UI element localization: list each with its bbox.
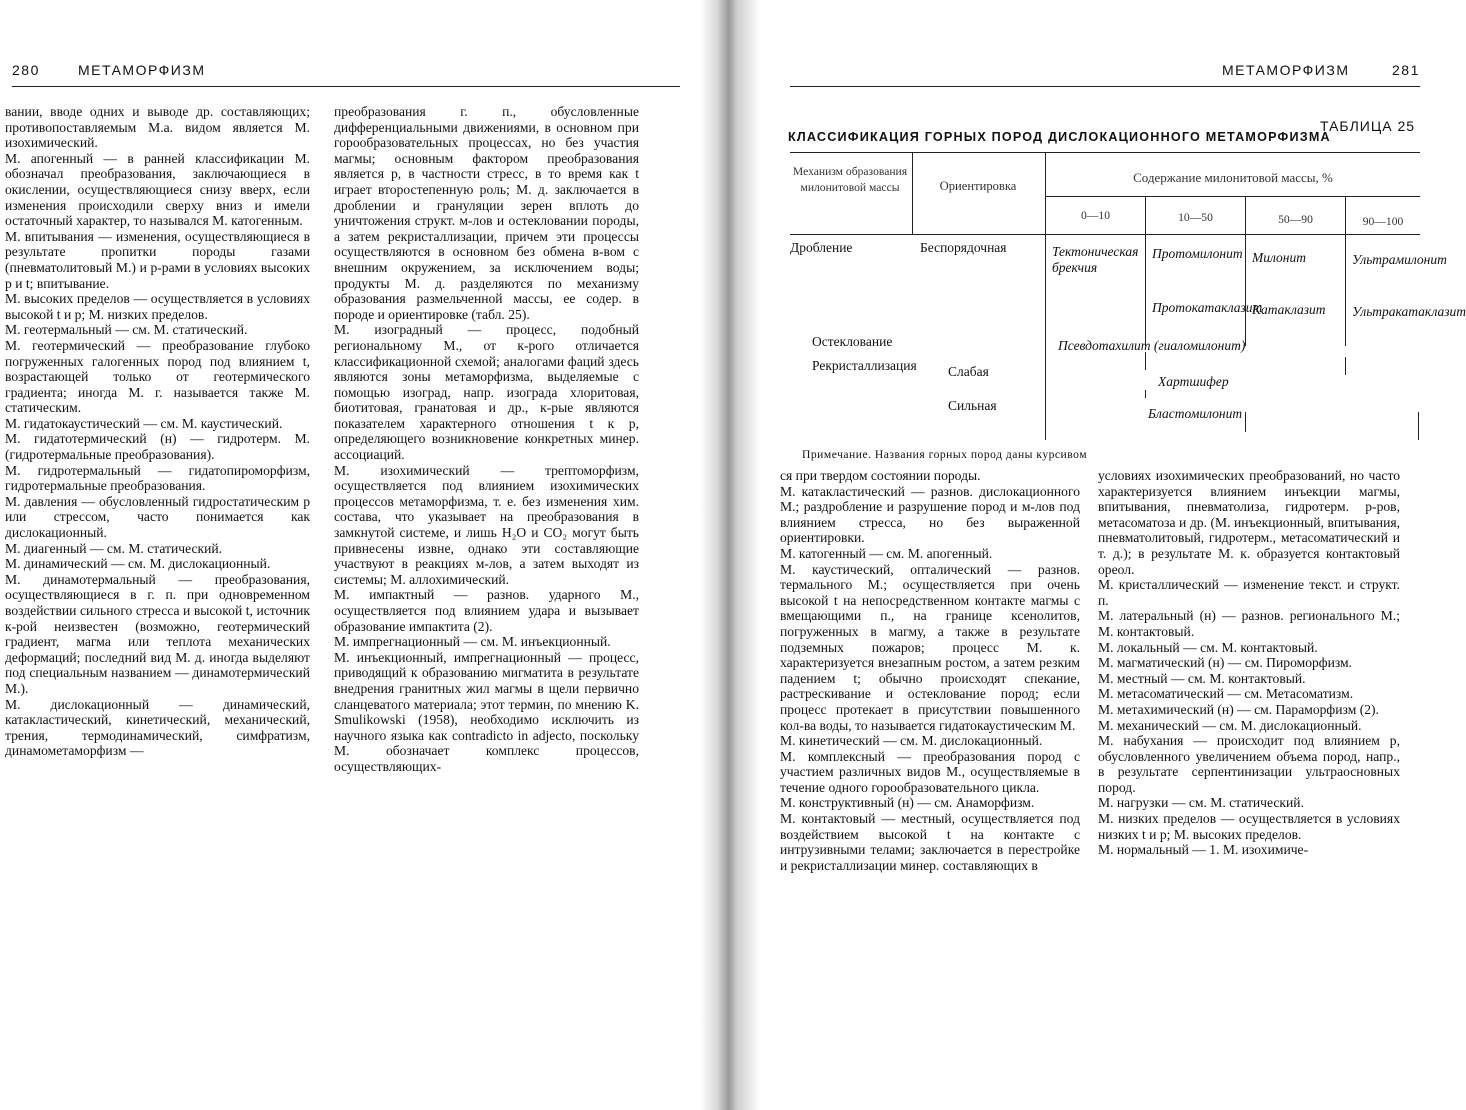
entry: М. комплексный — преобразования пород с участием различных видов М., осуществляемые в течение одного горообразовательного цикла.: [780, 748, 1080, 795]
entry: М. нормальный — 1. М. изохимиче-: [1098, 842, 1309, 858]
entry: преобразования г. п., обусловленные дифференциальными движениями, в основном при горообразовательных процессах, но без участия магмы; основным фактором преобразования является p, в частности стресс, в то время как t играет второстепенную роль; М. д. заключается в дроблении и грануляции зерен вплоть до уничтожения структ. м-лов и остекловании породы, а затем рекристаллизации, причем эти процессы осуществляются в основном без обмена в-вом с внешним окружением, за исключением воды; продукты М. д. разделяются по механизму образования размельченной массы, ее содер. в породе и ориентировке (табл. 25).: [334, 104, 639, 322]
entry: М. кристаллический — изменение текст. и структ. п.: [1098, 577, 1400, 608]
entry: М. кинетический — см. М. дислокационный.: [780, 733, 1043, 749]
entry: М. геотермический — преобразование глубоко погруженных галогенных пород под влиянием t, возрастающей только от геотермического градиента; иногда М. г. называется также М. статическим.: [5, 337, 310, 416]
entry: М. нагрузки — см. М. статический.: [1098, 795, 1304, 811]
entry: М. гидротермальный — гидатопироморфизм, гидротермальные преобразования.: [5, 462, 310, 494]
entry: М. латеральный (н) — разнов. регионального М.; М. контактовый.: [1098, 608, 1400, 639]
right-page: [760, 0, 1466, 1110]
mech-crushing: Дробление: [790, 240, 853, 255]
book-spine: [700, 0, 760, 1110]
orient-random: Беспорядочная: [920, 240, 1007, 255]
entry: М. местный — см. М. контактовый.: [1098, 670, 1306, 686]
entry: вании, вводе одних и выводе др. составляющих; противопоставляемым М.а. видом является М. изохимический.: [5, 104, 310, 151]
entry: М. гидатокаустический — см. М. каустический.: [5, 415, 283, 431]
rock-ultracataclasite: Ультракатаклазит: [1352, 304, 1466, 319]
entry: ся при твердом состоянии породы.: [780, 468, 981, 483]
rock-blastomylonite: Бластомилонит: [1148, 406, 1243, 421]
entry: условиях изохимических преобразований, но часто характеризуется влиянием инъекции магмы, впитывания, пневматолиза, гидротерм. р-ров, метасоматоза и др. (М. инъекционный, впитывания, пневматолитовый, гидротерм., метасоматический и т. д.); в результате М. к. образуется контактовый ореол.: [1098, 468, 1400, 577]
entry: М. каустический, опталический — разнов. термального М.; осуществляется при очень высокой t на непосредственном контакте магмы с вмещающими п., на границе ксенолитов, погруженных в магму, а также в результате подземных пожаров; процесс М. к. характеризуется внезапным ростом, а затем резким падением t; обычно происходят спекание, растрескивание и остеклование пород; если процесс протекает в присутствии повышенного кол-ва воды, то называется гидатокаустическим М.: [780, 561, 1080, 733]
entry: М. геотермальный — см. М. статический.: [5, 322, 248, 338]
range-50-90: 50—90: [1278, 213, 1313, 226]
rock-pseudotachylite: Псевдотахилит (гиаломилонит): [1058, 338, 1246, 353]
rock-tectonic-breccia: Тектоническая брекчия: [1052, 244, 1139, 275]
page-number: 281: [1392, 62, 1420, 78]
entry: М. магматический (н) — см. Пироморфизм.: [1098, 655, 1353, 671]
table-label: ТАБЛИЦА 25: [1320, 118, 1416, 134]
range-0-10: 0—10: [1081, 209, 1110, 222]
right-column-2: [1098, 468, 1400, 858]
table-title: КЛАССИФИКАЦИЯ ГОРНЫХ ПОРОД ДИСЛОКАЦИОННОГО МЕТАМОРФИЗМА: [788, 130, 1331, 144]
entry: М. инъекционный, импрегнационный — процесс, приводящий к образованию мигматита в результате внедрения гранитных жил магмы в щели первично сланцеватого материала; этот термин, по мнению K. Smulikowski (1958), необходимо исключить из научного языка как contradicto in adjecto, поскольку М. обозначает комплекс процессов, осуществляющих-: [334, 649, 639, 774]
range-10-50: 10—50: [1178, 211, 1213, 224]
entry: М. изоградный — процесс, подобный региональному М., от к-рого отличается классификационной схемой; аналогами фаций здесь являются зоны метаморфизма, выделяемые с помощью изоград, напр. изограда хлоритовая, биотитовая, гранатовая и др., к-рые являются показателем характерного отношения t к p, определяющего возникновение конкретных минер. ассоциаций.: [334, 322, 639, 463]
rock-ultramylonite: Ультрамилонит: [1352, 252, 1447, 267]
classification-table: [790, 152, 1466, 440]
header-rule: [12, 86, 680, 87]
left-page: [0, 0, 700, 1110]
orient-weak: Слабая: [948, 364, 989, 379]
entry: М. импрегнационный — см. М. инъекционный.: [334, 634, 611, 650]
rock-cataclasite: Катаклазит: [1252, 302, 1326, 317]
header-rule: [790, 86, 1420, 87]
rock-protocataclasite: Протокатаклазит: [1152, 300, 1263, 315]
entry: М. набухания — происходит под влиянием p, обусловленного увеличением объема пород, напр., в результате серпентинизации ультраосновных пород.: [1098, 733, 1400, 795]
table-note: Примечание. Названия горных пород даны курсивом: [802, 448, 1088, 461]
entry: М. диагенный — см. М. статический.: [5, 540, 223, 556]
mech-vitrification: Остеклование: [812, 334, 893, 349]
entry: М. гидатотермический (н) — гидротерм. М. (гидротермальные преобразования).: [5, 431, 310, 463]
right-column-1: [780, 468, 1080, 873]
entry: М. механический — см. М. дислокационный.: [1098, 717, 1362, 733]
left-column-1: [5, 104, 310, 759]
entry: М. импактный — разнов. ударного М., осуществляется под влиянием удара и вызывает образование импактита (2).: [334, 587, 639, 634]
entry: М. дислокационный — динамический, катакластический, кинетический, механический, трения, термодинамический, симфратизм, динамометаморфизм —: [5, 696, 310, 759]
entry: М. метахимический (н) — см. Параморфизм (2).: [1098, 701, 1379, 717]
running-head: МЕТАМОРФИЗМ: [78, 62, 206, 78]
entry: М. конструктивный (н) — см. Анаморфизм.: [780, 795, 1035, 811]
entry: М. метасоматический — см. Метасоматизм.: [1098, 686, 1354, 702]
header-content: Содержание милонитовой массы, %: [1133, 170, 1333, 185]
rock-mylonite: Милонит: [1252, 250, 1306, 265]
rock-protomylonite: Протомилонит: [1152, 246, 1243, 261]
entry: М. давления — обусловленный гидростатическим p или стрессом, часто понимается как дислокационный.: [5, 493, 310, 541]
entry: М. контактовый — местный, осуществляется под воздействием высокой t на контакте с интрузивными телами; заключается в перестройке и рекристаллизации минер. составляющих в: [780, 811, 1080, 873]
entry: М. высоких пределов — осуществляется в условиях высокой t и p; М. низких пределов.: [5, 291, 310, 322]
entry: М. впитывания — изменения, осуществляющиеся в результате пропитки породы газами (пневматолитовый М.) и р-рами в условиях высоких p и t; впитывание.: [5, 228, 310, 291]
entry: М. катакластический — разнов. дислокационного М.; раздробление и разрушение пород и м-лов под влиянием стресса, но без выраженной ориентировки.: [780, 483, 1080, 546]
rock-hartschiefer: Хартшифер: [1158, 374, 1229, 389]
header-orientation: Ориентировка: [939, 179, 1017, 193]
entry: М. динамический — см. М. дислокационный.: [5, 556, 271, 572]
entry: М. низких пределов — осуществляется в условиях низких t и p; М. высоких пределов.: [1098, 811, 1400, 842]
range-90-100: 90—100: [1362, 215, 1404, 228]
entry: М. изохимический — трептоморфизм, осуществляется под влиянием изохимических процессов метаморфизма, т. е. без изменения хим. состава, что указывает на преобразования в замкнутой системе, и лишь H₂O и CO₂ могут быть привнесены извне, однако эти составляющие участвуют в реакциях м-лов, а затем выходят из системы; М. аллохимический.: [334, 462, 639, 587]
entry: М. локальный — см. М. контактовый.: [1098, 639, 1318, 655]
left-column-2: [334, 104, 639, 775]
page-number: 280: [12, 62, 40, 78]
orient-strong: Сильная: [948, 398, 997, 413]
header-mechanism: Механизм образования милонитовой массы: [792, 165, 908, 194]
entry: М. апогенный — в ранней классификации М. обозначал преобразования, заключающиеся в окислении, осуществляющиеся снизу вверх, если изменения происходили сверху вниз и имели остаточный характер, то назывался М. катогенным.: [5, 150, 310, 229]
entry: М. катогенный — см. М. апогенный.: [780, 545, 993, 561]
mech-recrystallization: Рекристаллизация: [812, 358, 917, 373]
running-head: МЕТАМОРФИЗМ: [1222, 62, 1350, 78]
entry: М. динамотермальный — преобразования, осуществляющиеся в г. п. при одновременном воздействии сильного стресса и высокой t, источник к-рой неизвестен (возможно, геотермический градиент, магма или теплота механических деформаций; последний вид М. д. иногда выделяют под специальным названием — динамотермический М.).: [5, 571, 310, 696]
